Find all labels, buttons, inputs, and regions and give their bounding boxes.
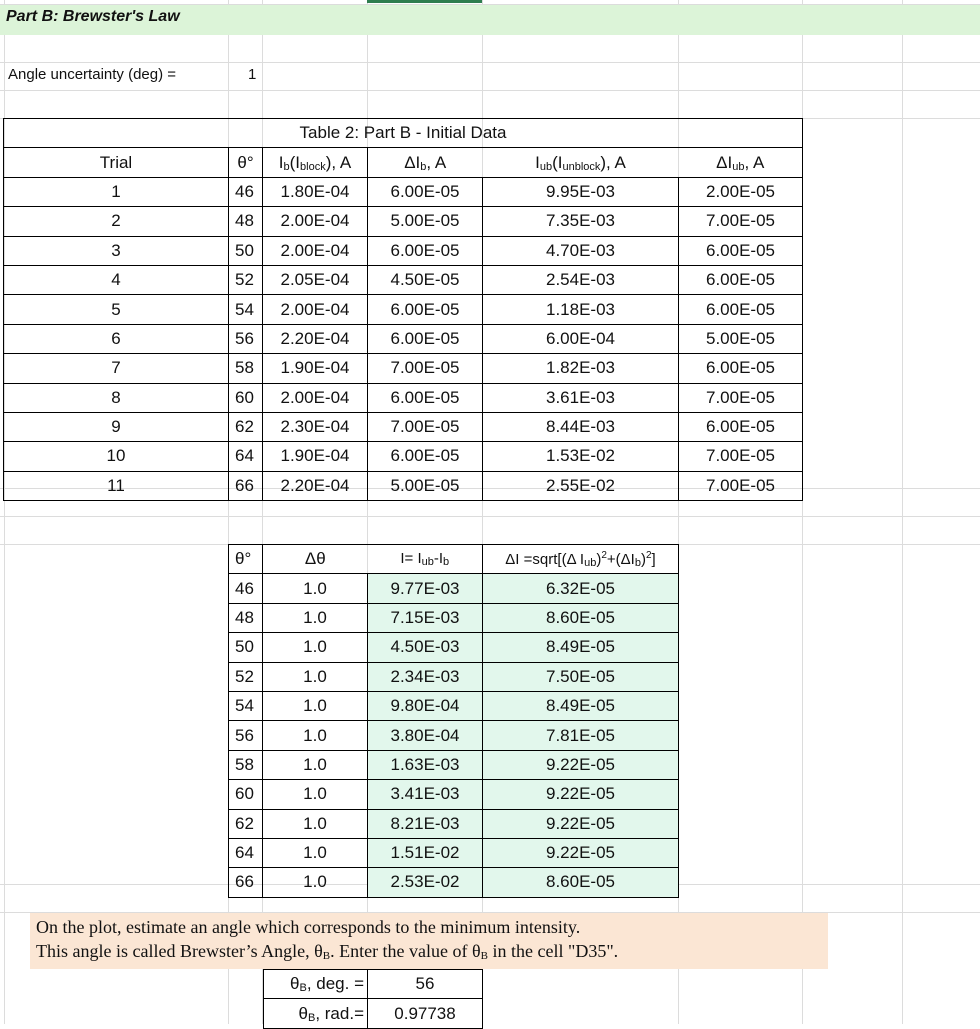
- cell-intensity[interactable]: 8.21E-03: [368, 809, 483, 838]
- header-theta[interactable]: θ°: [229, 545, 263, 574]
- cell-intensity-uncertainty[interactable]: 6.32E-05: [483, 574, 679, 603]
- cell-intensity[interactable]: 1.51E-02: [368, 838, 483, 867]
- theta-b-rad-value[interactable]: 0.97738: [368, 999, 483, 1028]
- cell-intensity[interactable]: 9.80E-04: [368, 691, 483, 720]
- header-trial[interactable]: Trial: [4, 148, 229, 177]
- cell-iub[interactable]: 4.70E-03: [483, 236, 679, 265]
- cell-iub[interactable]: 6.00E-04: [483, 324, 679, 353]
- cell-dib[interactable]: 5.00E-05: [368, 471, 483, 500]
- cell-iub[interactable]: 1.18E-03: [483, 295, 679, 324]
- cell-theta[interactable]: 50: [229, 633, 263, 662]
- cell-dtheta[interactable]: 1.0: [263, 603, 368, 632]
- cell-theta[interactable]: 64: [229, 442, 263, 471]
- table-row: [229, 721, 679, 750]
- cell-ib[interactable]: 2.20E-04: [263, 471, 368, 500]
- table-row: [229, 574, 679, 603]
- cell-dib[interactable]: 6.00E-05: [368, 236, 483, 265]
- cell-diub[interactable]: 6.00E-05: [679, 265, 803, 294]
- header-intensity-uncertainty[interactable]: ΔI =sqrt[(Δ $Iub)^2+(\Delta Ib)^2$]: [483, 545, 679, 574]
- cell-theta[interactable]: 58: [229, 354, 263, 383]
- cell-diub[interactable]: 5.00E-05: [679, 324, 803, 353]
- cell-ib[interactable]: 2.20E-04: [263, 324, 368, 353]
- cell-theta[interactable]: 52: [229, 265, 263, 294]
- cell-theta[interactable]: 50: [229, 236, 263, 265]
- cell-trial[interactable]: 10: [4, 442, 229, 471]
- cell-diub[interactable]: 6.00E-05: [679, 295, 803, 324]
- table-row: [229, 603, 679, 632]
- cell-trial[interactable]: 5: [4, 295, 229, 324]
- cell-dib[interactable]: 7.00E-05: [368, 354, 483, 383]
- cell-dtheta[interactable]: 1.0: [263, 721, 368, 750]
- cell-theta[interactable]: 60: [229, 780, 263, 809]
- header-iub[interactable]: Iub(Iunblock), A: [483, 148, 679, 177]
- table-row: [4, 207, 803, 236]
- cell-intensity-uncertainty[interactable]: 8.49E-05: [483, 691, 679, 720]
- cell-theta[interactable]: 54: [229, 691, 263, 720]
- table-row: [4, 383, 803, 412]
- table-row: [4, 412, 803, 441]
- cell-intensity-uncertainty[interactable]: 7.81E-05: [483, 721, 679, 750]
- header-dib[interactable]: ΔIb, A: [368, 148, 483, 177]
- section-title[interactable]: Part B: Brewster's Law: [6, 8, 180, 25]
- table-row: [229, 780, 679, 809]
- cell-ib[interactable]: 2.00E-04: [263, 207, 368, 236]
- theta-b-deg-value[interactable]: 56: [368, 970, 483, 999]
- cell-intensity-uncertainty[interactable]: 8.60E-05: [483, 603, 679, 632]
- cell-trial[interactable]: 6: [4, 324, 229, 353]
- cell-trial[interactable]: 3: [4, 236, 229, 265]
- table-row: [4, 265, 803, 294]
- table-row: [229, 662, 679, 691]
- table-header-row: [229, 545, 679, 574]
- table-row: [229, 691, 679, 720]
- table-row: [4, 324, 803, 353]
- table-row: [4, 177, 803, 206]
- header-dtheta[interactable]: Δθ: [263, 545, 368, 574]
- cell-theta[interactable]: 46: [229, 574, 263, 603]
- table-computed-data: [228, 544, 679, 898]
- cell-iub[interactable]: 9.95E-03: [483, 177, 679, 206]
- cell-intensity-uncertainty[interactable]: 9.22E-05: [483, 780, 679, 809]
- cell-intensity[interactable]: 3.80E-04: [368, 721, 483, 750]
- cell-dtheta[interactable]: 1.0: [263, 868, 368, 897]
- cell-intensity[interactable]: 2.34E-03: [368, 662, 483, 691]
- header-theta[interactable]: θ°: [229, 148, 263, 177]
- table-row: [4, 236, 803, 265]
- cell-intensity-uncertainty[interactable]: 7.50E-05: [483, 662, 679, 691]
- table-row: [4, 295, 803, 324]
- cell-iub[interactable]: 2.55E-02: [483, 471, 679, 500]
- cell-theta[interactable]: 56: [229, 721, 263, 750]
- cell-intensity[interactable]: 7.15E-03: [368, 603, 483, 632]
- cell-dib[interactable]: 6.00E-05: [368, 442, 483, 471]
- cell-diub[interactable]: 7.00E-05: [679, 442, 803, 471]
- cell-intensity-uncertainty[interactable]: 8.49E-05: [483, 633, 679, 662]
- cell-trial[interactable]: 7: [4, 354, 229, 383]
- cell-dib[interactable]: 6.00E-05: [368, 383, 483, 412]
- cell-diub[interactable]: 7.00E-05: [679, 383, 803, 412]
- cell-trial[interactable]: 9: [4, 412, 229, 441]
- cell-iub[interactable]: 1.53E-02: [483, 442, 679, 471]
- cell-theta[interactable]: 48: [229, 603, 263, 632]
- table-row: [4, 442, 803, 471]
- cell-intensity[interactable]: 1.63E-03: [368, 750, 483, 779]
- cell-iub[interactable]: 3.61E-03: [483, 383, 679, 412]
- header-diub[interactable]: ΔIub, A: [679, 148, 803, 177]
- cell-ib[interactable]: 2.00E-04: [263, 236, 368, 265]
- cell-intensity-uncertainty[interactable]: 9.22E-05: [483, 750, 679, 779]
- cell-ib[interactable]: 2.30E-04: [263, 412, 368, 441]
- cell-diub[interactable]: 7.00E-05: [679, 207, 803, 236]
- cell-trial[interactable]: 4: [4, 265, 229, 294]
- cell-diub[interactable]: 6.00E-05: [679, 412, 803, 441]
- instruction-line-1[interactable]: On the plot, estimate an angle which corresponds to the minimum intensity.: [36, 917, 581, 937]
- cell-trial[interactable]: 11: [4, 471, 229, 500]
- table-caption[interactable]: Table 2: Part B - Initial Data: [4, 119, 803, 148]
- cell-dtheta[interactable]: 1.0: [263, 574, 368, 603]
- cell-intensity-uncertainty[interactable]: 9.22E-05: [483, 838, 679, 867]
- theta-b-rad-label[interactable]: θB, rad.=: [264, 999, 368, 1028]
- cell-theta[interactable]: 58: [229, 750, 263, 779]
- cell-iub[interactable]: 7.35E-03: [483, 207, 679, 236]
- cell-intensity[interactable]: 3.41E-03: [368, 780, 483, 809]
- cell-theta[interactable]: 66: [229, 868, 263, 897]
- table-initial-data: [3, 118, 803, 501]
- cell-diub[interactable]: 7.00E-05: [679, 471, 803, 500]
- cell-theta[interactable]: 62: [229, 412, 263, 441]
- cell-dtheta[interactable]: 1.0: [263, 809, 368, 838]
- cell-diub[interactable]: 6.00E-05: [679, 236, 803, 265]
- cell-theta[interactable]: 66: [229, 471, 263, 500]
- instruction-note: [30, 913, 828, 969]
- cell-theta[interactable]: 60: [229, 383, 263, 412]
- cell-dtheta[interactable]: 1.0: [263, 662, 368, 691]
- angle-uncertainty-label[interactable]: Angle uncertainty (deg) =: [8, 66, 177, 83]
- cell-theta[interactable]: 64: [229, 838, 263, 867]
- angle-uncertainty-value[interactable]: 1: [248, 66, 257, 83]
- theta-b-deg-label[interactable]: θB, deg. =: [264, 970, 368, 999]
- table-row: [229, 750, 679, 779]
- cell-ib[interactable]: 1.80E-04: [263, 177, 368, 206]
- cell-dib[interactable]: 6.00E-05: [368, 295, 483, 324]
- table-row: [229, 633, 679, 662]
- cell-iub[interactable]: 1.82E-03: [483, 354, 679, 383]
- cell-intensity[interactable]: 4.50E-03: [368, 633, 483, 662]
- brewster-angle-result: [263, 969, 483, 1029]
- cell-ib[interactable]: 2.00E-04: [263, 295, 368, 324]
- cell-ib[interactable]: 1.90E-04: [263, 442, 368, 471]
- cell-dib[interactable]: 7.00E-05: [368, 412, 483, 441]
- cell-theta[interactable]: 46: [229, 177, 263, 206]
- table-row: [4, 471, 803, 500]
- cell-theta[interactable]: 54: [229, 295, 263, 324]
- cell-intensity-uncertainty[interactable]: 9.22E-05: [483, 809, 679, 838]
- cell-intensity[interactable]: 9.77E-03: [368, 574, 483, 603]
- cell-diub[interactable]: 2.00E-05: [679, 177, 803, 206]
- cell-dtheta[interactable]: 1.0: [263, 838, 368, 867]
- cell-dtheta[interactable]: 1.0: [263, 780, 368, 809]
- cell-ib[interactable]: 2.00E-04: [263, 383, 368, 412]
- cell-trial[interactable]: 1: [4, 177, 229, 206]
- cell-trial[interactable]: 2: [4, 207, 229, 236]
- cell-intensity-uncertainty[interactable]: 8.60E-05: [483, 868, 679, 897]
- table-row: [229, 838, 679, 867]
- cell-dtheta[interactable]: 1.0: [263, 691, 368, 720]
- cell-theta[interactable]: 56: [229, 324, 263, 353]
- instruction-line-2[interactable]: This angle is called Brewster’s Angle, θB. Enter the value of θB in the cell "D35".: [36, 941, 619, 962]
- selected-column-indicator: [367, 0, 482, 3]
- table-header-row: [4, 148, 803, 177]
- cell-iub[interactable]: 2.54E-03: [483, 265, 679, 294]
- cell-iub[interactable]: 8.44E-03: [483, 412, 679, 441]
- cell-dib[interactable]: 6.00E-05: [368, 177, 483, 206]
- cell-theta[interactable]: 52: [229, 662, 263, 691]
- cell-dtheta[interactable]: 1.0: [263, 750, 368, 779]
- table-row: [229, 809, 679, 838]
- cell-ib[interactable]: 1.90E-04: [263, 354, 368, 383]
- cell-theta[interactable]: 48: [229, 207, 263, 236]
- cell-dtheta[interactable]: 1.0: [263, 633, 368, 662]
- table-row: [229, 868, 679, 897]
- cell-dib[interactable]: 5.00E-05: [368, 207, 483, 236]
- cell-theta[interactable]: 62: [229, 809, 263, 838]
- cell-diub[interactable]: 6.00E-05: [679, 354, 803, 383]
- cell-dib[interactable]: 4.50E-05: [368, 265, 483, 294]
- header-ib[interactable]: Ib(Iblock), A: [263, 148, 368, 177]
- cell-trial[interactable]: 8: [4, 383, 229, 412]
- header-intensity[interactable]: I= Iub-Ib: [368, 545, 483, 574]
- cell-intensity[interactable]: 2.53E-02: [368, 868, 483, 897]
- table-row: [4, 354, 803, 383]
- cell-ib[interactable]: 2.05E-04: [263, 265, 368, 294]
- cell-dib[interactable]: 6.00E-05: [368, 324, 483, 353]
